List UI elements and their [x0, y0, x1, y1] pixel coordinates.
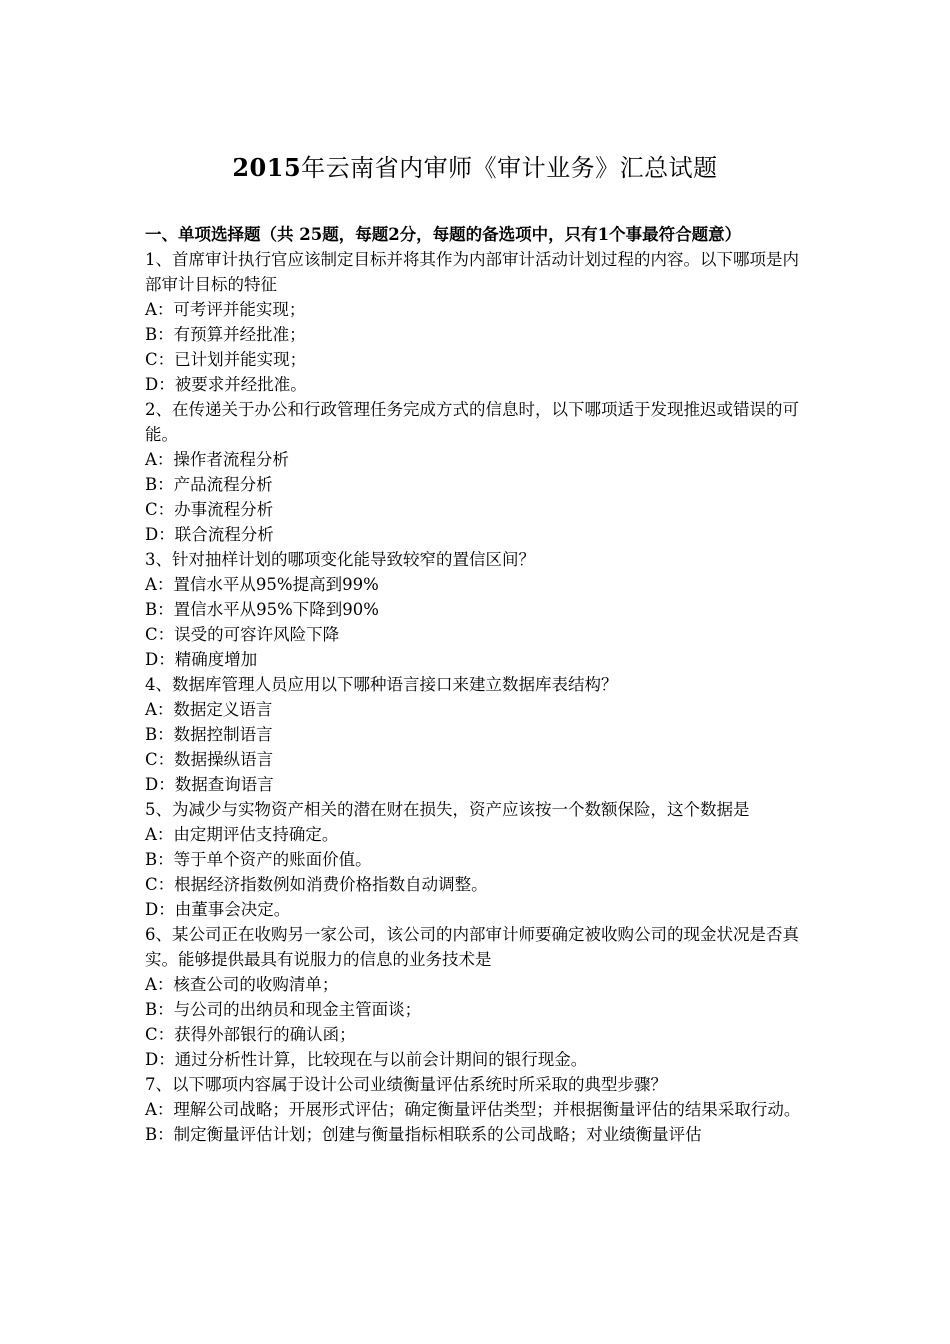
question-text: 2、在传递关于办公和行政管理任务完成方式的信息时，以下哪项适于发现推迟或错误的可能。	[145, 400, 799, 444]
question-1	[145, 247, 810, 397]
title-year: 2015	[232, 153, 302, 182]
option-c: C：根据经济指数例如消费价格指数自动调整。	[145, 875, 488, 894]
option-a: A：数据定义语言	[145, 700, 273, 719]
option-d: D：通过分析性计算，比较现在与以前会计期间的银行现金。	[145, 1050, 588, 1069]
option-a: A：置信水平从95%提高到99%	[145, 575, 379, 594]
option-c: C：已计划并能实现；	[145, 350, 307, 369]
option-b: B：与公司的出纳员和现金主管面谈；	[145, 1000, 422, 1019]
option-a: A：由定期评估支持确定。	[145, 825, 339, 844]
option-a: A：操作者流程分析	[145, 450, 289, 469]
question-text: 6、某公司正在收购另一家公司，该公司的内部审计师要确定被收购公司的现金状况是否真实。能够提供最具有说服力的信息的业务技术是	[145, 925, 799, 969]
option-c: C：数据操纵语言	[145, 750, 274, 769]
question-text: 7、以下哪项内容属于设计公司业绩衡量评估系统时所采取的典型步骤？	[145, 1075, 667, 1094]
question-6	[145, 922, 810, 1072]
option-a: A：可考评并能实现；	[145, 300, 306, 319]
option-b: B：置信水平从95%下降到90%	[145, 600, 379, 619]
document-title	[0, 148, 950, 188]
document-body	[145, 222, 810, 1147]
option-c: C：获得外部银行的确认函；	[145, 1025, 356, 1044]
option-d: D：由董事会决定。	[145, 900, 291, 919]
section-heading: 一、单项选择题（共 25题，每题2分，每题的备选项中，只有1个事最符合题意）	[145, 225, 742, 244]
question-text: 4、数据库管理人员应用以下哪种语言接口来建立数据库表结构？	[145, 675, 618, 694]
question-3	[145, 547, 810, 672]
option-d: D：精确度增加	[145, 650, 258, 669]
option-b: B：数据控制语言	[145, 725, 273, 744]
question-4	[145, 672, 810, 797]
option-d: D：被要求并经批准。	[145, 375, 307, 394]
option-d: D：数据查询语言	[145, 775, 274, 794]
question-7	[145, 1072, 810, 1147]
option-b: B：等于单个资产的账面价值。	[145, 850, 372, 869]
question-5	[145, 797, 810, 922]
question-text: 5、为减少与实物资产相关的潜在财在损失，资产应该按一个数额保险，这个数据是	[145, 800, 750, 819]
option-b: B：产品流程分析	[145, 475, 273, 494]
option-a: A：理解公司战略；开展形式评估；确定衡量评估类型；并根据衡量评估的结果采取行动。	[145, 1100, 801, 1119]
option-c: C：误受的可容许风险下降	[145, 625, 340, 644]
option-b: B：制定衡量评估计划；创建与衡量指标相联系的公司战略；对业绩衡量评估	[145, 1125, 702, 1144]
title-text: 年云南省内审师《审计业务》汇总试题	[301, 154, 718, 182]
option-d: D：联合流程分析	[145, 525, 274, 544]
question-text: 3、针对抽样计划的哪项变化能导致较窄的置信区间？	[145, 550, 535, 569]
question-text: 1、首席审计执行官应该制定目标并将其作为内部审计活动计划过程的内容。以下哪项是内部审计目标的特征	[145, 250, 799, 294]
option-b: B：有预算并经批准；	[145, 325, 306, 344]
question-2	[145, 397, 810, 547]
option-a: A：核查公司的收购清单；	[145, 975, 339, 994]
option-c: C：办事流程分析	[145, 500, 274, 519]
